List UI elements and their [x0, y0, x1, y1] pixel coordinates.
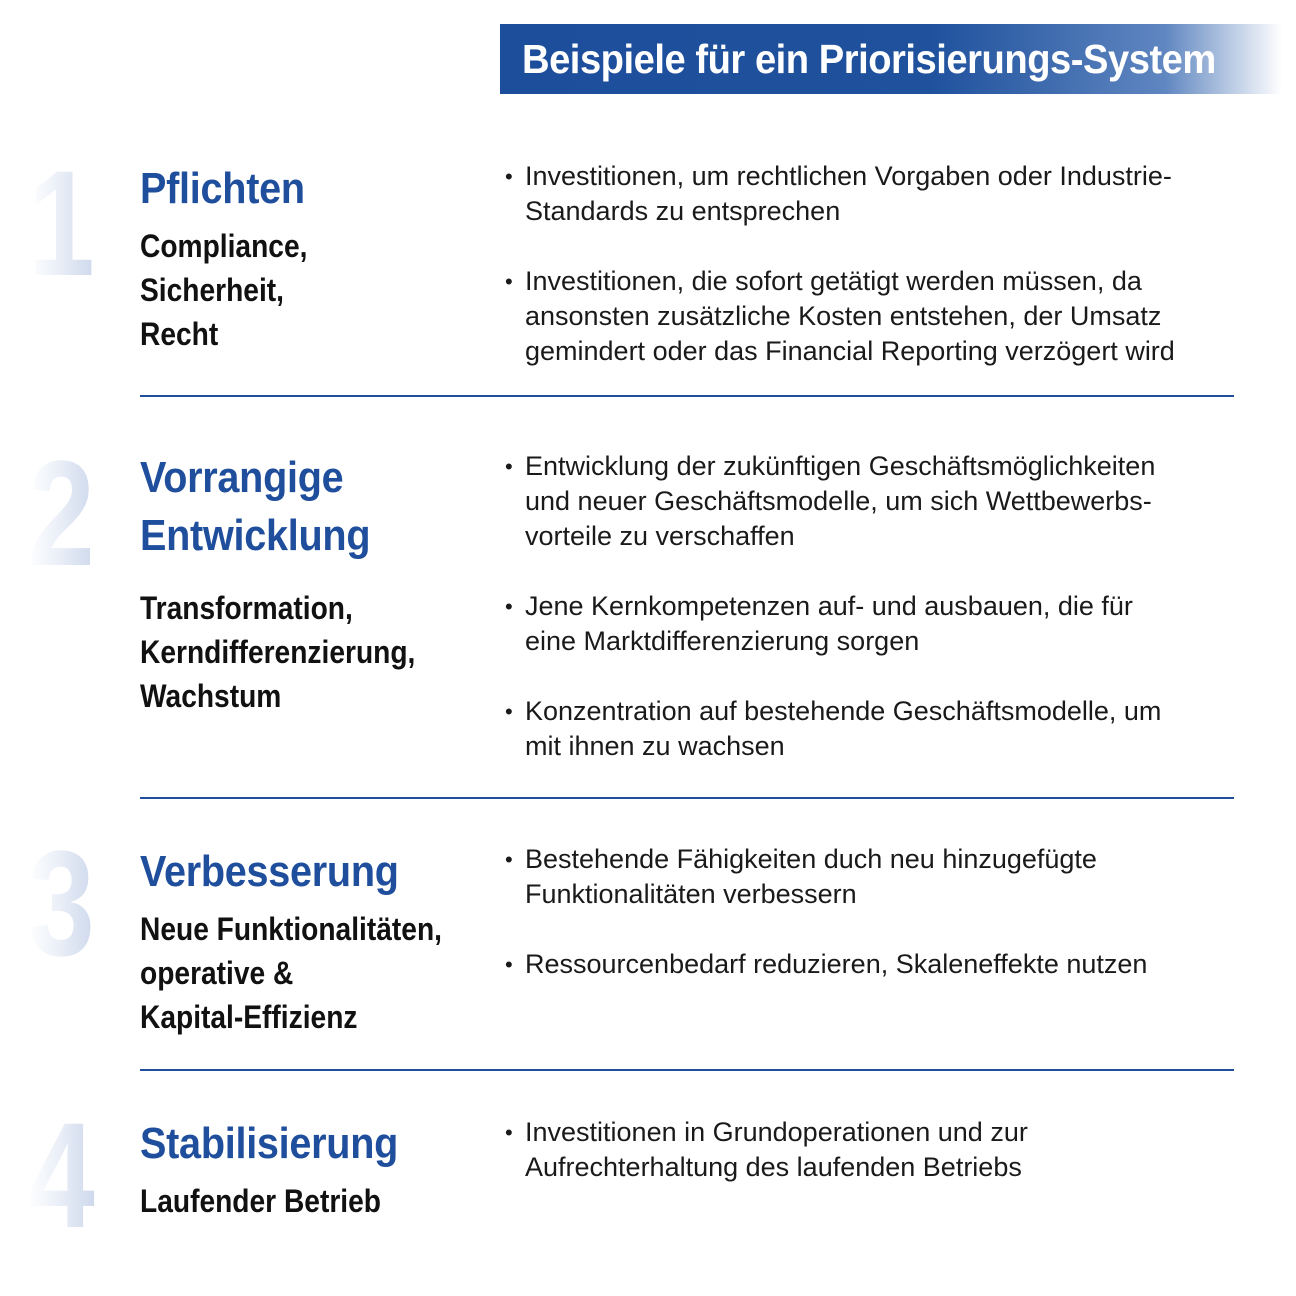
- bullet-item: • Investitionen in Grundoperationen und zur Aufrechterhaltung des laufenden Betriebs: [505, 1115, 1265, 1185]
- bullet-item: • Konzentration auf bestehende Geschäftsmodelle, um mit ihnen zu wachsen: [505, 694, 1265, 764]
- section-subtitle: Compliance, Sicherheit, Recht: [140, 228, 308, 352]
- bullet-list: [505, 449, 1265, 799]
- bullet-list: [505, 842, 1265, 1017]
- section-number: 1: [28, 148, 100, 298]
- section-heading: Vorrangige Entwicklung: [140, 453, 371, 560]
- section-heading: Verbesserung: [140, 847, 399, 896]
- bullet-item: • Entwicklung der zukünftigen Geschäftsmöglichkeiten und neuer Geschäftsmodelle, um sich Wettbewerbs- vorteile zu verschaffen: [505, 449, 1265, 554]
- section-number: 4: [28, 1100, 100, 1250]
- section-divider: [140, 1069, 1234, 1071]
- bullet-list: [505, 1115, 1265, 1220]
- section-divider: [140, 797, 1234, 799]
- bullet-item: • Investitionen, um rechtlichen Vorgaben oder Industrie- Standards zu entsprechen: [505, 159, 1265, 229]
- title-banner: [500, 24, 1282, 94]
- section-number: 2: [28, 438, 100, 588]
- section-number: 3: [28, 828, 100, 978]
- section-subtitle: Laufender Betrieb: [140, 1183, 381, 1219]
- page-title: Beispiele für ein Priorisierungs-System: [522, 36, 1216, 82]
- bullet-list: [505, 159, 1265, 404]
- section-heading: Pflichten: [140, 164, 305, 213]
- bullet-item: • Investitionen, die sofort getätigt werden müssen, da ansonsten zusätzliche Kosten entstehen, der Umsatz gemindert oder das Financial Reporting verzögert wird: [505, 264, 1265, 369]
- section-heading: Stabilisierung: [140, 1119, 399, 1168]
- bullet-item: • Ressourcenbedarf reduzieren, Skaleneffekte nutzen: [505, 947, 1265, 982]
- section-divider: [140, 395, 1234, 397]
- bullet-item: • Bestehende Fähigkeiten duch neu hinzugefügte Funktionalitäten verbessern: [505, 842, 1265, 912]
- section-subtitle: Transformation, Kerndifferenzierung, Wachstum: [140, 590, 416, 714]
- bullet-item: • Jene Kernkompetenzen auf- und ausbauen, die für eine Marktdifferenzierung sorgen: [505, 589, 1265, 659]
- section-subtitle: Neue Funktionalitäten, operative & Kapital-Effizienz: [140, 911, 442, 1035]
